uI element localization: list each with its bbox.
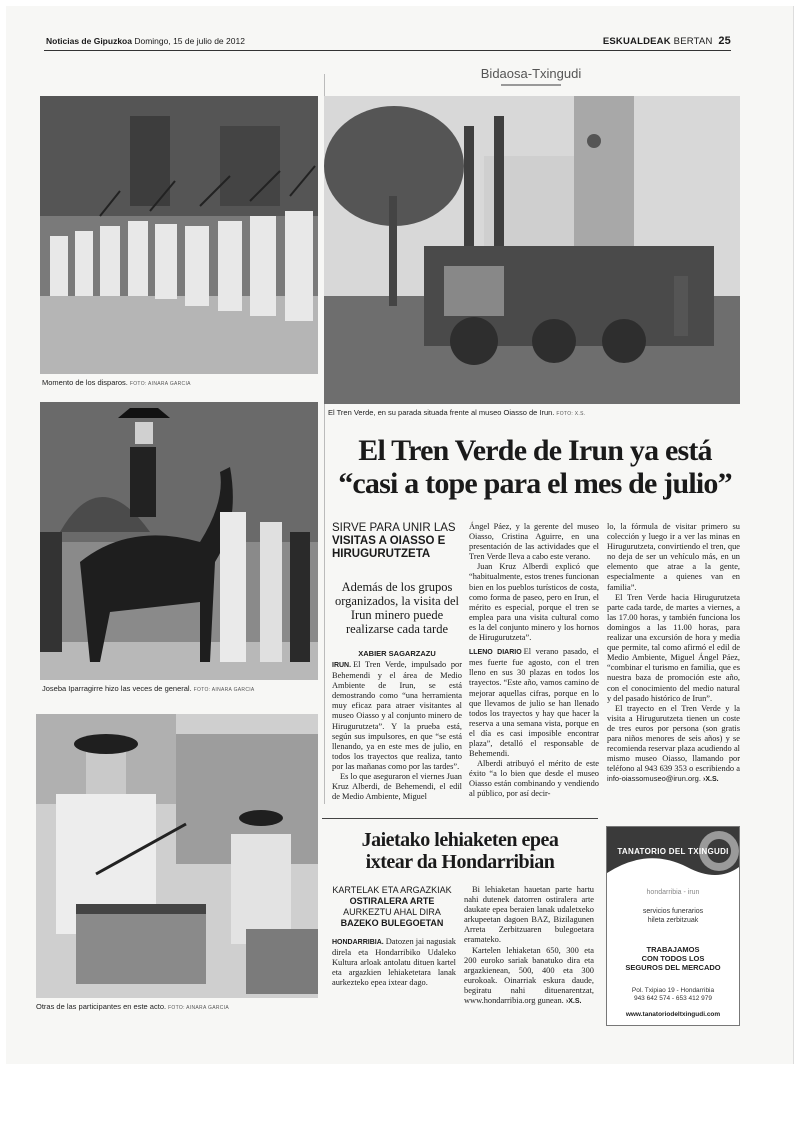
ad-slogan	[607, 945, 739, 972]
subhead-line-2: VISITAS A OIASSO E HIRUGURUTZETA	[332, 535, 446, 560]
page-number: 25	[718, 35, 731, 47]
paragraph-lead: LLENO DIARIO	[469, 649, 522, 657]
paragraph-text: El verano pasado, el mes fuerte fue agosto, con el tren lleno en sus 30 plazas en todos los trayectos. “Este año, vamos camino de mejorar aquellas cifras, porque en lo que llevamos de julio se han llenado todos los trayectos y hay que hacer la reserva a una semana vista, porque en el día es casi imposible encontrar plaza”, detalló el responsable de Behemendi.	[469, 647, 600, 759]
caption-photo-4	[36, 1002, 229, 1011]
ad-slogan-line-1: TRABAJAMOS	[646, 945, 700, 954]
funeral-home-ad	[606, 826, 740, 1026]
caption-credit: FOTO: AINARA GARCIA	[168, 1005, 229, 1011]
paper-name: Noticias de Gipuzkoa	[46, 36, 132, 46]
paragraph	[469, 522, 599, 562]
masthead-rule	[44, 50, 731, 51]
issue-date: Domingo, 15 de julio de 2012	[134, 36, 245, 46]
secondary-subhead-line-4: BAZEKO BULEGOETAN	[340, 918, 444, 928]
ad-address	[607, 987, 739, 1003]
end-mark: ›X.S.	[703, 776, 719, 784]
ad-address-line: Pol. Txipiao 19 - Hondarribia	[631, 987, 715, 994]
paragraph-text: El trayecto en el Tren Verde y la visita a Hirugurutzeta tienen un coste de tres euros por persona (son gratis para niños menores de seis años) y se recomienda reservar plaza acudiendo al mismo museo Oiasso, llamando por teléfono al 943 639 353 o escribiendo a	[607, 703, 740, 774]
headline-line-2: “casi a tope para el mes de julio”	[338, 467, 732, 500]
caption-text: Momento de los disparos.	[42, 378, 128, 387]
subhead-line-1: SIRVE PARA UNIR LAS	[332, 522, 456, 534]
secondary-subhead-line-2: OSTIRALERA ARTE	[349, 896, 435, 906]
photo-green-train	[324, 96, 740, 404]
paragraph	[469, 647, 599, 759]
article-headline	[330, 434, 740, 500]
paragraph-text: Bi lehiaketan hauetan parte hartu nahi dutenek datorren ostiralera arte daukate epea beraien lanak udaletxeko arkupeetan dagoen BAZ, Bizilagunen Arreta Zerbitzuaren bulegoetara eramateko.	[464, 885, 594, 945]
masthead-left	[46, 36, 245, 46]
ad-phones: 943 642 574 - 653 412 979	[633, 995, 713, 1002]
section-label: Bidaosa-Txingudi	[456, 66, 606, 86]
article-column-3	[607, 522, 740, 785]
ad-slogan-line-2: CON TODOS LOS	[641, 954, 705, 963]
paragraph-lead: HONDARRIBIA.	[332, 939, 384, 946]
paragraph-text: Ángel Páez, y la gerente del museo Oiasso, Cristina Aguirre, en una presentación de las actividades que el Tren Verde lleva a cabo este verano.	[469, 522, 599, 562]
caption-text: El Tren Verde, en su parada situada frente al museo Oiasso de Irun.	[328, 408, 555, 417]
secondary-column-1	[332, 937, 456, 988]
secondary-headline-line-1: Jaietako lehiaketen epea	[361, 829, 559, 851]
article-column-1	[332, 660, 462, 802]
ad-website: www.tanatoriodeltxingudi.com	[625, 1011, 721, 1018]
photo-firing-squad	[40, 96, 318, 374]
masthead-right	[603, 35, 731, 47]
newspaper-page	[6, 6, 794, 1064]
paragraph-text: Alberdi atribuyó el mérito de este éxito “a lo bien que desde el museo Oiasso están combinando y vendiendo al público, por así decir-	[469, 759, 599, 799]
secondary-headline-line-2: ixtear da Hondarribian	[365, 851, 555, 873]
caption-credit: FOTO: X.S.	[556, 411, 586, 417]
secondary-subhead-line-3: AURKEZTU AHAL DIRA	[343, 907, 441, 917]
paragraph-text: El Tren Verde hacia Hirugurutzeta parte cada tarde, de martes a viernes, a las 17.00 horas, y también funciona los domingos a las 11.00 horas, para realizar una excursión de hora y media que permite, tal como afirmó el edil de Medio Ambiente, Miguel Ángel Páez, “combinar el turismo en familia, que es nuestra baza de promoción este año, con el conocimiento del medio natural y del pasado histórico de Irun”.	[607, 592, 740, 703]
paragraph	[469, 562, 599, 643]
paragraph-text: Juan Kruz Alberdi explicó que “habitualmente, estos trenes funcionan bien en los pueblos turísticos de costa, como forma de paseo, pero en Irun, el mérito es especial, porque el tren se emplea para una visita cultural como es la del conjunto minero y los hornos de Hirugurutzeta”.	[469, 562, 599, 643]
paragraph	[607, 704, 740, 786]
ad-services	[607, 907, 739, 925]
article-byline: XABIER SAGARZAZU	[358, 649, 436, 658]
paragraph-text: El Tren Verde, impulsado por Behemendi y el área de Medio Ambiente de Irun, se está demostrando como “una herramienta muy eficaz para atraer visitantes al museo Oiasso y al conjunto minero de Hirugurutzeta”. Y la prueba está, según sus impulsores, en que “se está llenando, ya en este mes de julio, en todos los trayectos que realiza, tanto por las mañanas como por las tardes”.	[332, 660, 462, 771]
article-column-2	[469, 522, 599, 800]
paragraph-text: lo, la fórmula de visitar primero su colección y luego ir a ver las minas en Hirugurutzeta, convirtiendo el tren, que no deja de ser un vehículo más, en un elemento que atrae a la gente, especialmente a quienes van en familia”.	[607, 522, 740, 592]
contact-email: info-oiassomuseo@irun.org.	[607, 774, 701, 784]
section-sub: BERTAN	[673, 36, 713, 47]
section-name: ESKUALDEAK	[602, 36, 671, 47]
photo-general-horse	[40, 402, 318, 680]
secondary-subhead-line-1: KARTELAK ETA ARGAZKIAK	[332, 885, 452, 895]
paragraph	[332, 660, 462, 772]
paragraph-text: Datozen jai nagusiak direla eta Hondarribiko Udaleko Kultura arloak antolatu dituen kartel eta argazkien lehiaketetara lanak aurkezteko epea ixtear dago.	[332, 937, 456, 988]
ad-slogan-line-3: SEGUROS DEL MERCADO	[625, 963, 721, 972]
secondary-article	[322, 818, 598, 1030]
paragraph	[464, 885, 594, 946]
caption-photo-3	[42, 684, 255, 693]
article-subhead	[332, 522, 462, 561]
article-summary: Además de los grupos organizados, la visita del Irun minero puede realizarse cada tarde	[334, 580, 460, 636]
paragraph	[464, 946, 594, 1008]
secondary-headline	[322, 829, 598, 873]
caption-text: Joseba Iparragirre hizo las veces de general.	[42, 684, 192, 693]
ad-services-line-1: servicios funerarios	[642, 908, 704, 915]
caption-text: Otras de las participantes en este acto.	[36, 1002, 167, 1011]
caption-photo-1	[42, 378, 191, 387]
paragraph	[607, 593, 740, 704]
caption-photo-2	[328, 408, 585, 417]
paragraph	[469, 759, 599, 799]
paragraph	[332, 772, 462, 802]
paragraph-text: Es lo que aseguraron el viernes Juan Kruz Alberdi, de Behemendi, el edil de Medio Ambiente, Miguel	[332, 772, 462, 802]
caption-credit: FOTO: AINARA GARCIA	[129, 381, 191, 387]
paragraph	[607, 522, 740, 593]
secondary-subhead	[332, 885, 452, 929]
headline-line-1: El Tren Verde de Irun ya está	[358, 434, 712, 467]
paragraph	[332, 937, 456, 988]
end-mark: ›X.S.	[565, 998, 582, 1006]
paragraph-text: Kartelen lehiaketan 650, 300 eta 200 euroko sariak banatuko dira eta argazkienean, 500, 400 eta 300 eurokoak. Oinarriak eskura daude, begiratu nahi dituenarentzat, www.hondarribia.org gunean.	[464, 945, 594, 1006]
secondary-column-2	[464, 885, 594, 1007]
ad-business-name: TANATORIO DEL TXINGUDI	[617, 847, 729, 856]
caption-credit: FOTO: AINARA GARCIA	[193, 687, 255, 693]
ad-services-line-2: hileta zerbitzuak	[647, 917, 699, 924]
paragraph-lead: IRUN.	[332, 662, 352, 669]
ad-location: hondarribia - irun	[646, 889, 700, 896]
photo-drummers	[36, 714, 318, 998]
